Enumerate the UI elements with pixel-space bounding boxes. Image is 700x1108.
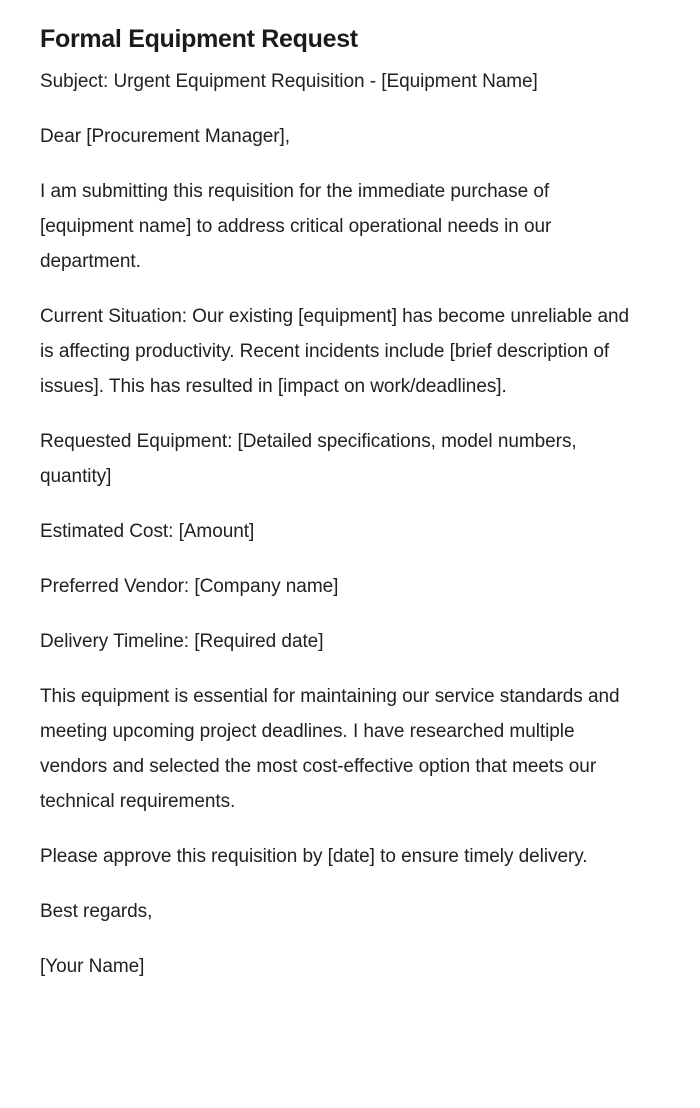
document-body xyxy=(40,64,660,984)
paragraph-current-situation: Current Situation: Our existing [equipment] has become unreliable and is affecting productivity. Recent incidents include [brief description of issues]. This has resulted in [impact on work/deadlines]. xyxy=(40,306,630,397)
paragraph-signature: [Your Name] xyxy=(40,956,145,977)
paragraph-approval-request: Please approve this requisition by [date] to ensure timely delivery. xyxy=(40,846,588,867)
paragraph-closing: Best regards, xyxy=(40,901,153,922)
paragraph-preferred-vendor: Preferred Vendor: [Company name] xyxy=(40,576,339,597)
page-title: Formal Equipment Request xyxy=(40,25,358,53)
paragraph-requested-equipment: Requested Equipment: [Detailed specifications, model numbers, quantity] xyxy=(40,431,577,487)
paragraph-estimated-cost: Estimated Cost: [Amount] xyxy=(40,521,255,542)
paragraph-subject: Subject: Urgent Equipment Requisition - [Equipment Name] xyxy=(40,71,538,92)
paragraph-intro: I am submitting this requisition for the immediate purchase of [equipment name] to address critical operational needs in our department. xyxy=(40,181,552,272)
paragraph-salutation: Dear [Procurement Manager], xyxy=(40,126,290,147)
paragraph-delivery-timeline: Delivery Timeline: [Required date] xyxy=(40,631,324,652)
paragraph-justification: This equipment is essential for maintaining our service standards and meeting upcoming project deadlines. I have researched multiple vendors and selected the most cost-effective option that meets our technical requirements. xyxy=(40,686,620,812)
